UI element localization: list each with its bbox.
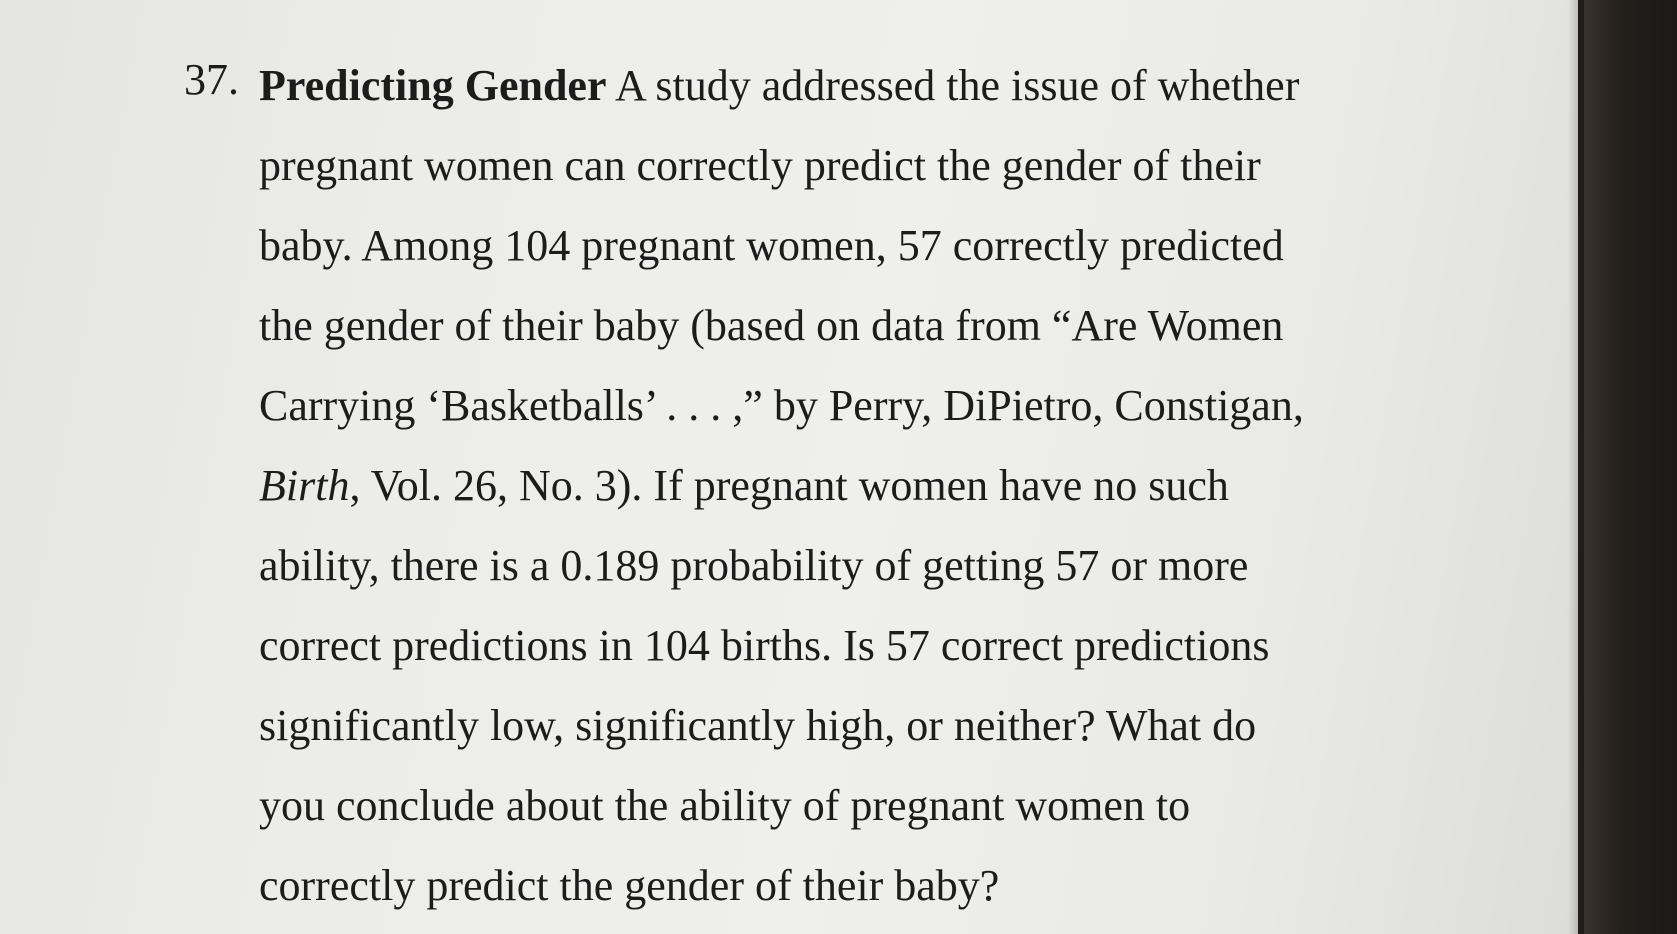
text-line-9: significantly low, significantly high, or neither? What do xyxy=(259,701,1257,750)
line-1-text: A study addressed the issue of whether xyxy=(615,61,1300,110)
text-line-8: correct predictions in 104 births. Is 57 correct predictions xyxy=(259,621,1270,670)
text-line-1 xyxy=(259,46,1434,126)
text-line-5: Carrying ‘Basketballs’ . . . ,” by Perry, DiPietro, Constigan, xyxy=(259,381,1304,430)
text-line-4: the gender of their baby (based on data from “Are Women xyxy=(259,301,1284,350)
text-line-6 xyxy=(259,446,1434,526)
text-line-10: you conclude about the ability of pregnant women to xyxy=(259,781,1191,830)
problem-text xyxy=(259,46,1434,926)
line-6-text: , Vol. 26, No. 3). If pregnant women have no such xyxy=(349,461,1229,510)
journal-name: Birth xyxy=(259,461,350,510)
background-edge xyxy=(1584,0,1677,934)
text-line-3: baby. Among 104 pregnant women, 57 correctly predicted xyxy=(259,221,1284,270)
text-line-11: correctly predict the gender of their baby? xyxy=(259,861,1000,910)
problem-number: 37. xyxy=(184,55,239,104)
text-line-7: ability, there is a 0.189 probability of getting 57 or more xyxy=(259,541,1249,590)
text-line-2: pregnant women can correctly predict the gender of their xyxy=(259,141,1261,190)
problem-title: Predicting Gender xyxy=(259,61,607,110)
